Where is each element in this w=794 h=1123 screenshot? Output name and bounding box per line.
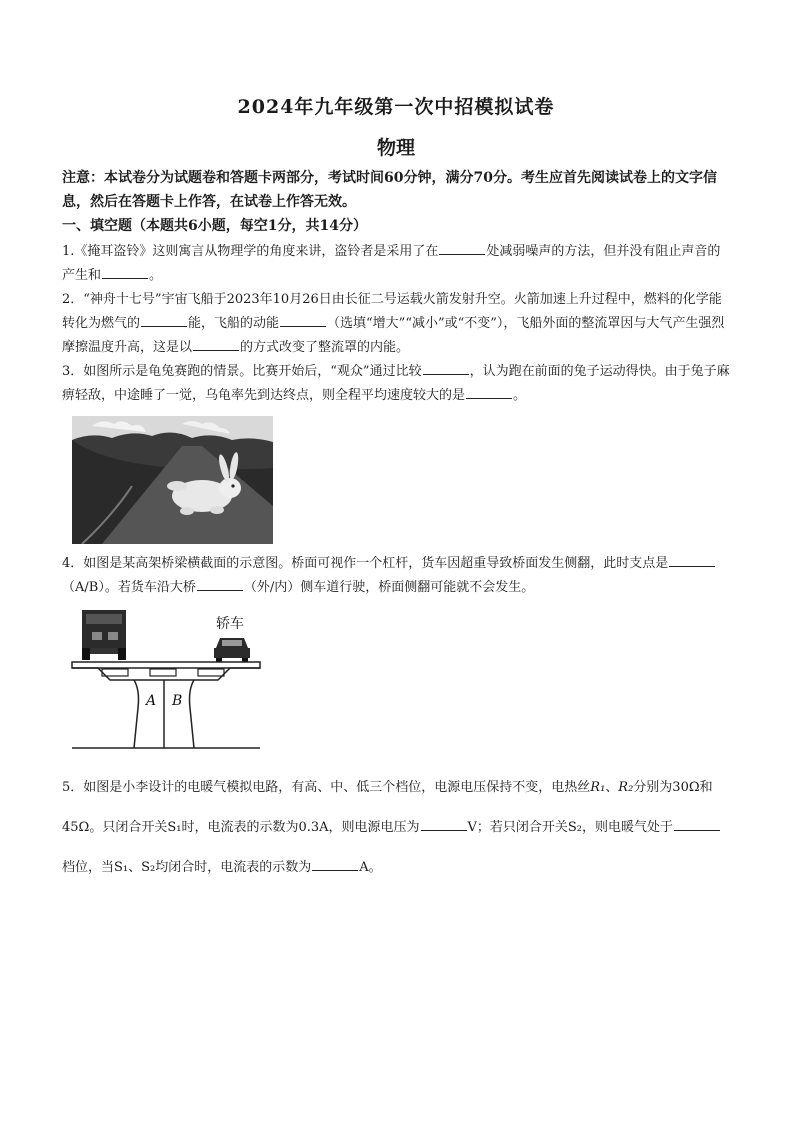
- answer-blank[interactable]: [102, 264, 148, 279]
- exam-title: 2024年九年级第一次中招模拟试卷: [237, 96, 555, 118]
- section-heading: 一、填空题（本题共6小题，每空1分，共14分）: [62, 218, 367, 234]
- answer-blank[interactable]: [674, 816, 720, 831]
- truck-icon: [82, 610, 126, 660]
- answer-blank[interactable]: [423, 360, 469, 375]
- answer-blank[interactable]: [312, 856, 358, 871]
- car-icon: [214, 638, 250, 662]
- answer-blank[interactable]: [197, 576, 243, 591]
- exam-page: [62, 92, 730, 888]
- bridge-diagram: [68, 608, 264, 754]
- answer-blank[interactable]: [193, 336, 239, 351]
- pier-b-label: B: [172, 693, 183, 709]
- question-2: 2．“神舟十七号”宇宙飞船于2023年10月26日由长征二号运载火箭发射升空。火箭加速上升过程中，燃料的化学能转化为燃气的 能，飞船的动能 （选填“增大”“减小”或“不变”），飞船外面的整流罩因与大气产生强烈摩擦温度升高，这是以 的方式改变了整流罩的内能。: [62, 292, 725, 355]
- answer-blank[interactable]: [280, 312, 326, 327]
- answer-blank[interactable]: [466, 384, 512, 399]
- subject-title: 物理: [376, 137, 415, 159]
- tortoise-hare-figure: [72, 416, 730, 544]
- exam-notice: 注意：本试卷分为试题卷和答题卡两部分，考试时间60分钟，满分70分。考生应首先阅读试卷上的文字信息，然后在答题卡上作答，在试卷上作答无效。: [62, 170, 717, 210]
- pier-a-label: A: [146, 693, 157, 709]
- answer-blank[interactable]: [141, 312, 187, 327]
- rabbit-photo-image: [72, 416, 273, 544]
- question-3: 3．如图所示是龟兔赛跑的情景。比赛开始后，“观众”通过比较 ，认为跑在前面的兔子运动得快。由于兔子麻痹轻敌，中途睡了一觉，乌龟率先到达终点，则全程平均速度较大的是 。: [62, 360, 730, 408]
- car-label: 轿车: [216, 616, 244, 632]
- question-4: 4．如图是某高架桥梁横截面的示意图。桥面可视作一个杠杆，货车因超重导致桥面发生侧翻，此时支点是（A/B）。若货车沿大桥 （外/内）侧车道行驶，桥面侧翻可能就不会发生。: [62, 552, 730, 600]
- question-1: 1.《掩耳盗铃》这则寓言从物理学的角度来讲，盗铃者是采用了在 处减弱噪声的方法，但并没有阻止声音的产生和 。: [62, 240, 730, 288]
- answer-blank[interactable]: [669, 552, 715, 567]
- answer-blank[interactable]: [439, 240, 485, 255]
- answer-blank[interactable]: [421, 816, 467, 831]
- bridge-figure: [68, 608, 730, 754]
- question-5: 5．如图是小李设计的电暖气模拟电路，有高、中、低三个档位，电源电压保持不变，电热丝R₁、R₂分别为30Ω和45Ω。只闭合开关S₁时，电流表的示数为0.3A，则电源电压为 V；若只闭合开关S₂，则电暖气处于档位，当S₁、S₂均闭合时，电流表的示数为 A。: [62, 768, 730, 888]
